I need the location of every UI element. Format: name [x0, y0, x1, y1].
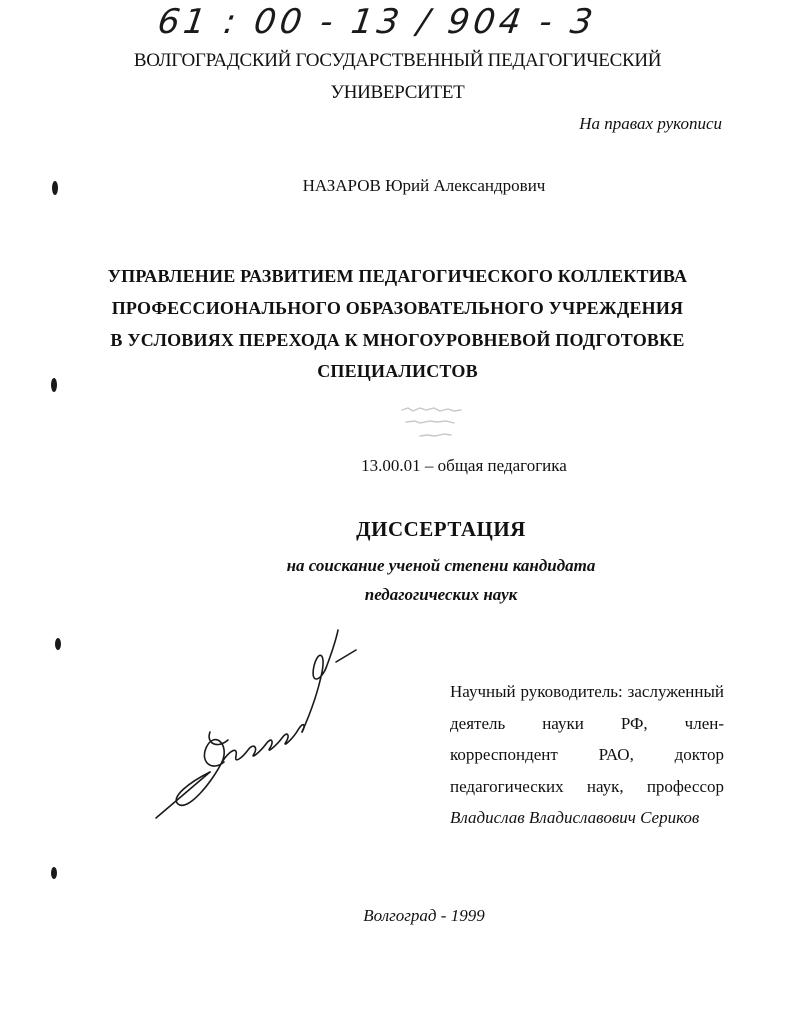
title-line-4: СПЕЦИАЛИСТОВ: [317, 361, 478, 381]
supervisor-credentials: Научный руководитель: заслуженный деятель науки РФ, член-корреспондент РАО, доктор педагогических наук, профессор: [450, 682, 724, 796]
supervisor-block: [450, 676, 724, 834]
binder-hole-marks: [0, 0, 70, 1026]
catalog-number: 61 : 00 - 13 / 904 - 3: [155, 2, 600, 42]
title-line-1: УПРАВЛЕНИЕ РАЗВИТИЕМ ПЕДАГОГИЧЕСКОГО КОЛЛЕКТИВА: [107, 266, 688, 286]
specialty-code: 13.00.01 – общая педагогика: [361, 456, 567, 475]
binder-hole: [51, 867, 57, 879]
title-line-2: ПРОФЕССИОНАЛЬНОГО ОБРАЗОВАТЕЛЬНОГО УЧРЕЖДЕНИЯ: [111, 298, 684, 318]
city-year: Волгоград - 1999: [363, 906, 485, 925]
degree-line-1: на соискание ученой степени кандидата: [286, 556, 596, 575]
university-name-line1: ВОЛГОГРАДСКИЙ ГОСУДАРСТВЕННЫЙ ПЕДАГОГИЧЕСКИЙ: [133, 50, 662, 71]
author-name: НАЗАРОВ Юрий Александрович: [302, 176, 546, 195]
university-name-line2: УНИВЕРСИТЕТ: [330, 82, 465, 103]
degree-line-2: педагогических наук: [364, 585, 518, 604]
supervisor-name: Владислав Владиславович Сериков: [450, 808, 700, 827]
binder-hole: [55, 638, 61, 650]
rights-note: На правах рукописи: [579, 114, 722, 133]
document-type: ДИССЕРТАЦИЯ: [356, 517, 526, 541]
binder-hole: [51, 378, 57, 392]
binder-hole: [52, 181, 58, 195]
title-line-3: В УСЛОВИЯХ ПЕРЕХОДА К МНОГОУРОВНЕВОЙ ПОДГОТОВКЕ: [110, 330, 685, 350]
author-signature: [150, 622, 360, 822]
library-stamp: [396, 402, 486, 446]
